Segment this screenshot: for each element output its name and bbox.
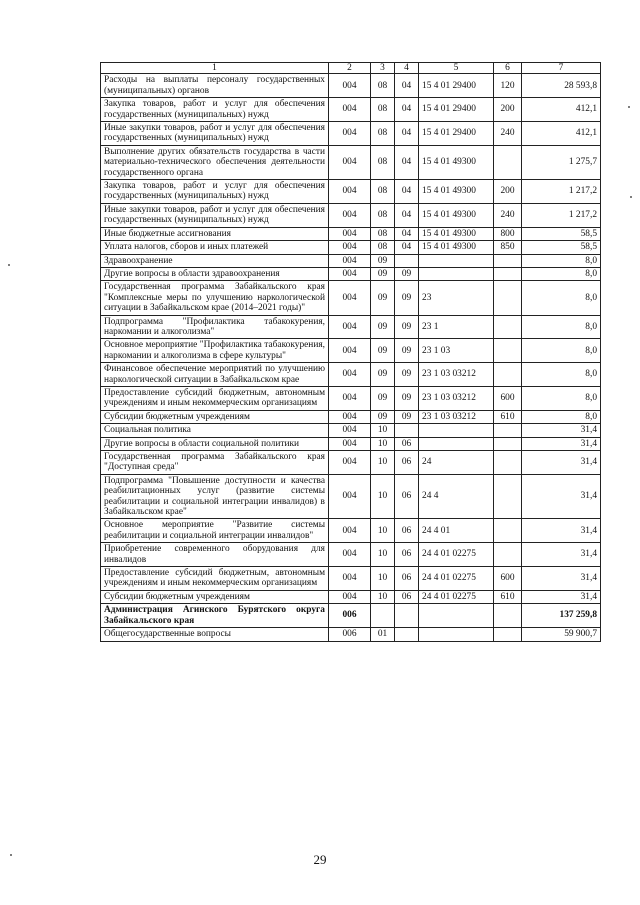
target-article-cell: 23 1 03 03212	[419, 363, 494, 387]
amount-cell: 8,0	[522, 386, 601, 410]
section-code-cell	[371, 604, 395, 628]
subsection-code-cell: 04	[395, 122, 419, 146]
table-row	[101, 437, 601, 450]
section-code-cell: 08	[371, 74, 395, 98]
table-row	[101, 474, 601, 519]
row-name-cell: Здравоохранение	[101, 254, 329, 267]
section-code-cell: 09	[371, 339, 395, 363]
target-article-cell: 23 1 03	[419, 339, 494, 363]
section-code-cell: 01	[371, 628, 395, 641]
table-row	[101, 410, 601, 423]
subsection-code-cell: 06	[395, 519, 419, 543]
section-code-cell: 08	[371, 122, 395, 146]
table-row	[101, 567, 601, 591]
expense-type-cell: 120	[494, 74, 522, 98]
subsection-code-cell: 04	[395, 145, 419, 179]
target-article-cell: 15 4 01 29400	[419, 74, 494, 98]
row-name-cell: Основное мероприятие "Профилактика табакокурения, наркомании и алкоголизма в сфере культуры"	[101, 339, 329, 363]
section-code-cell: 08	[371, 145, 395, 179]
row-name-cell: Расходы на выплаты персоналу государственных (муниципальных) органов	[101, 74, 329, 98]
expense-type-cell	[494, 145, 522, 179]
scan-speck	[10, 854, 12, 856]
table-row	[101, 180, 601, 204]
section-code-cell: 08	[371, 98, 395, 122]
header-cell: 3	[371, 63, 395, 74]
amount-cell: 28 593,8	[522, 74, 601, 98]
target-article-cell: 15 4 01 49300	[419, 180, 494, 204]
expense-type-cell	[494, 451, 522, 475]
section-code-cell: 08	[371, 241, 395, 254]
target-article-cell: 15 4 01 49300	[419, 227, 494, 240]
target-article-cell: 15 4 01 29400	[419, 122, 494, 146]
ved-code-cell: 004	[329, 203, 371, 227]
subsection-code-cell: 09	[395, 281, 419, 315]
scan-speck	[8, 264, 10, 266]
expense-type-cell: 850	[494, 241, 522, 254]
subsection-code-cell: 06	[395, 451, 419, 475]
amount-cell: 412,1	[522, 98, 601, 122]
subsection-code-cell: 09	[395, 386, 419, 410]
section-code-cell: 09	[371, 386, 395, 410]
section-code-cell: 09	[371, 281, 395, 315]
target-article-cell: 24 4 01 02275	[419, 590, 494, 603]
target-article-cell	[419, 628, 494, 641]
ved-code-cell: 004	[329, 281, 371, 315]
amount-cell: 8,0	[522, 410, 601, 423]
table-row	[101, 604, 601, 628]
ved-code-cell: 006	[329, 628, 371, 641]
page-number: 29	[313, 852, 327, 867]
amount-cell: 1 217,2	[522, 180, 601, 204]
table-row	[101, 519, 601, 543]
section-code-cell: 10	[371, 590, 395, 603]
ved-code-cell: 006	[329, 604, 371, 628]
table-row	[101, 122, 601, 146]
table-row	[101, 254, 601, 267]
ved-code-cell: 004	[329, 451, 371, 475]
ved-code-cell: 004	[329, 590, 371, 603]
table-row	[101, 451, 601, 475]
amount-cell: 31,4	[522, 590, 601, 603]
expense-type-cell	[494, 339, 522, 363]
amount-cell: 59 900,7	[522, 628, 601, 641]
expense-type-cell: 200	[494, 98, 522, 122]
subsection-code-cell: 06	[395, 590, 419, 603]
amount-cell: 8,0	[522, 315, 601, 339]
ved-code-cell: 004	[329, 145, 371, 179]
row-name-cell: Предоставление субсидий бюджетным, автономным учреждениям и иным некоммерческим организациям	[101, 567, 329, 591]
subsection-code-cell: 09	[395, 315, 419, 339]
subsection-code-cell: 09	[395, 363, 419, 387]
subsection-code-cell	[395, 604, 419, 628]
budget-table	[100, 62, 601, 642]
target-article-cell	[419, 604, 494, 628]
header-cell: 4	[395, 63, 419, 74]
amount-cell: 58,5	[522, 227, 601, 240]
section-code-cell: 10	[371, 519, 395, 543]
row-name-cell: Администрация Агинского Бурятского округа Забайкальского края	[101, 604, 329, 628]
subsection-code-cell: 06	[395, 474, 419, 519]
amount-cell: 58,5	[522, 241, 601, 254]
row-name-cell: Социальная политика	[101, 424, 329, 437]
amount-cell: 31,4	[522, 451, 601, 475]
amount-cell: 8,0	[522, 254, 601, 267]
target-article-cell: 24 4 01	[419, 519, 494, 543]
amount-cell: 137 259,8	[522, 604, 601, 628]
ved-code-cell: 004	[329, 474, 371, 519]
row-name-cell: Другие вопросы в области социальной политики	[101, 437, 329, 450]
expense-type-cell	[494, 474, 522, 519]
target-article-cell	[419, 267, 494, 280]
expense-type-cell: 240	[494, 122, 522, 146]
ved-code-cell: 004	[329, 339, 371, 363]
expense-type-cell	[494, 363, 522, 387]
expense-type-cell: 800	[494, 227, 522, 240]
row-name-cell: Уплата налогов, сборов и иных платежей	[101, 241, 329, 254]
expense-type-cell: 610	[494, 410, 522, 423]
section-code-cell: 10	[371, 543, 395, 567]
subsection-code-cell: 06	[395, 437, 419, 450]
target-article-cell: 15 4 01 49300	[419, 203, 494, 227]
expense-type-cell	[494, 628, 522, 641]
table-row	[101, 267, 601, 280]
expense-type-cell	[494, 519, 522, 543]
table-row	[101, 628, 601, 641]
subsection-code-cell: 06	[395, 567, 419, 591]
row-name-cell: Государственная программа Забайкальского края "Доступная среда"	[101, 451, 329, 475]
row-name-cell: Приобретение современного оборудования для инвалидов	[101, 543, 329, 567]
table-row	[101, 281, 601, 315]
row-name-cell: Общегосударственные вопросы	[101, 628, 329, 641]
scan-speck	[628, 106, 630, 108]
header-cell: 2	[329, 63, 371, 74]
subsection-code-cell: 04	[395, 227, 419, 240]
expense-type-cell: 600	[494, 386, 522, 410]
amount-cell: 31,4	[522, 424, 601, 437]
section-code-cell: 08	[371, 227, 395, 240]
section-code-cell: 10	[371, 424, 395, 437]
subsection-code-cell: 09	[395, 410, 419, 423]
amount-cell: 31,4	[522, 567, 601, 591]
amount-cell: 31,4	[522, 474, 601, 519]
row-name-cell: Государственная программа Забайкальского края "Комплексные меры по улучшению наркологической ситуации в Забайкальском крае (2014–2021 годы)"	[101, 281, 329, 315]
header-cell: 1	[101, 63, 329, 74]
table-row	[101, 543, 601, 567]
section-code-cell: 09	[371, 267, 395, 280]
ved-code-cell: 004	[329, 543, 371, 567]
section-code-cell: 10	[371, 567, 395, 591]
subsection-code-cell: 04	[395, 74, 419, 98]
table-body	[101, 74, 601, 641]
subsection-code-cell: 04	[395, 98, 419, 122]
expense-type-cell: 240	[494, 203, 522, 227]
target-article-cell	[419, 424, 494, 437]
subsection-code-cell: 09	[395, 339, 419, 363]
ved-code-cell: 004	[329, 227, 371, 240]
amount-cell: 31,4	[522, 519, 601, 543]
expense-type-cell	[494, 604, 522, 628]
ved-code-cell: 004	[329, 315, 371, 339]
section-code-cell: 09	[371, 254, 395, 267]
ved-code-cell: 004	[329, 267, 371, 280]
target-article-cell: 24 4 01 02275	[419, 567, 494, 591]
ved-code-cell: 004	[329, 241, 371, 254]
subsection-code-cell	[395, 254, 419, 267]
expense-type-cell	[494, 267, 522, 280]
expense-type-cell	[494, 281, 522, 315]
amount-cell: 8,0	[522, 281, 601, 315]
table-row	[101, 227, 601, 240]
expense-type-cell	[494, 254, 522, 267]
target-article-cell: 15 4 01 49300	[419, 241, 494, 254]
target-article-cell: 23	[419, 281, 494, 315]
expense-type-cell	[494, 437, 522, 450]
amount-cell: 412,1	[522, 122, 601, 146]
row-name-cell: Основное мероприятие "Развитие системы реабилитации и социальной интеграции инвалидов"	[101, 519, 329, 543]
table-row	[101, 315, 601, 339]
table-row	[101, 386, 601, 410]
ved-code-cell: 004	[329, 363, 371, 387]
ved-code-cell: 004	[329, 437, 371, 450]
expense-type-cell: 200	[494, 180, 522, 204]
expense-type-cell	[494, 543, 522, 567]
table-row	[101, 363, 601, 387]
subsection-code-cell: 06	[395, 543, 419, 567]
table-row	[101, 98, 601, 122]
table-row	[101, 203, 601, 227]
row-name-cell: Выполнение других обязательств государства в части материально-технического обеспечения деятельности государственного органа	[101, 145, 329, 179]
amount-cell: 31,4	[522, 543, 601, 567]
table-row	[101, 424, 601, 437]
target-article-cell: 23 1 03 03212	[419, 386, 494, 410]
row-name-cell: Иные закупки товаров, работ и услуг для обеспечения государственных (муниципальных) нужд	[101, 122, 329, 146]
table-row	[101, 74, 601, 98]
amount-cell: 8,0	[522, 363, 601, 387]
target-article-cell: 15 4 01 49300	[419, 145, 494, 179]
subsection-code-cell	[395, 424, 419, 437]
section-code-cell: 10	[371, 451, 395, 475]
subsection-code-cell	[395, 628, 419, 641]
target-article-cell: 23 1 03 03212	[419, 410, 494, 423]
section-code-cell: 09	[371, 363, 395, 387]
subsection-code-cell: 09	[395, 267, 419, 280]
expense-type-cell	[494, 424, 522, 437]
ved-code-cell: 004	[329, 122, 371, 146]
expense-type-cell: 600	[494, 567, 522, 591]
ved-code-cell: 004	[329, 424, 371, 437]
subsection-code-cell: 04	[395, 180, 419, 204]
row-name-cell: Субсидии бюджетным учреждениям	[101, 410, 329, 423]
header-cell: 6	[494, 63, 522, 74]
row-name-cell: Подпрограмма "Повышение доступности и качества реабилитационных услуг (развитие системы реабилитации и социальной интеграции инвалидов) в Забайкальском крае"	[101, 474, 329, 519]
expense-type-cell: 610	[494, 590, 522, 603]
row-name-cell: Субсидии бюджетным учреждениям	[101, 590, 329, 603]
amount-cell: 8,0	[522, 267, 601, 280]
scan-speck	[630, 196, 632, 198]
amount-cell: 31,4	[522, 437, 601, 450]
ved-code-cell: 004	[329, 567, 371, 591]
amount-cell: 1 217,2	[522, 203, 601, 227]
header-cell: 7	[522, 63, 601, 74]
section-code-cell: 09	[371, 315, 395, 339]
table-row	[101, 241, 601, 254]
section-code-cell: 10	[371, 437, 395, 450]
ved-code-cell: 004	[329, 180, 371, 204]
ved-code-cell: 004	[329, 410, 371, 423]
section-code-cell: 08	[371, 180, 395, 204]
table-row	[101, 590, 601, 603]
ved-code-cell: 004	[329, 98, 371, 122]
ved-code-cell: 004	[329, 519, 371, 543]
section-code-cell: 08	[371, 203, 395, 227]
ved-code-cell: 004	[329, 74, 371, 98]
ved-code-cell: 004	[329, 254, 371, 267]
row-name-cell: Закупка товаров, работ и услуг для обеспечения государственных (муниципальных) нужд	[101, 98, 329, 122]
table-header-row	[101, 63, 601, 74]
section-code-cell: 10	[371, 474, 395, 519]
row-name-cell: Иные закупки товаров, работ и услуг для обеспечения государственных (муниципальных) нужд	[101, 203, 329, 227]
row-name-cell: Иные бюджетные ассигнования	[101, 227, 329, 240]
target-article-cell: 23 1	[419, 315, 494, 339]
row-name-cell: Закупка товаров, работ и услуг для обеспечения государственных (муниципальных) нужд	[101, 180, 329, 204]
target-article-cell: 24	[419, 451, 494, 475]
expense-type-cell	[494, 315, 522, 339]
target-article-cell: 24 4 01 02275	[419, 543, 494, 567]
target-article-cell	[419, 437, 494, 450]
row-name-cell: Финансовое обеспечение мероприятий по улучшению наркологической ситуации в Забайкальском крае	[101, 363, 329, 387]
row-name-cell: Подпрограмма "Профилактика табакокурения, наркомании и алкоголизма"	[101, 315, 329, 339]
header-cell: 5	[419, 63, 494, 74]
amount-cell: 8,0	[522, 339, 601, 363]
amount-cell: 1 275,7	[522, 145, 601, 179]
target-article-cell: 15 4 01 29400	[419, 98, 494, 122]
target-article-cell	[419, 254, 494, 267]
subsection-code-cell: 04	[395, 203, 419, 227]
subsection-code-cell: 04	[395, 241, 419, 254]
target-article-cell: 24 4	[419, 474, 494, 519]
section-code-cell: 09	[371, 410, 395, 423]
table-row	[101, 145, 601, 179]
row-name-cell: Другие вопросы в области здравоохранения	[101, 267, 329, 280]
table-row	[101, 339, 601, 363]
ved-code-cell: 004	[329, 386, 371, 410]
row-name-cell: Предоставление субсидий бюджетным, автономным учреждениям и иным некоммерческим организациям	[101, 386, 329, 410]
